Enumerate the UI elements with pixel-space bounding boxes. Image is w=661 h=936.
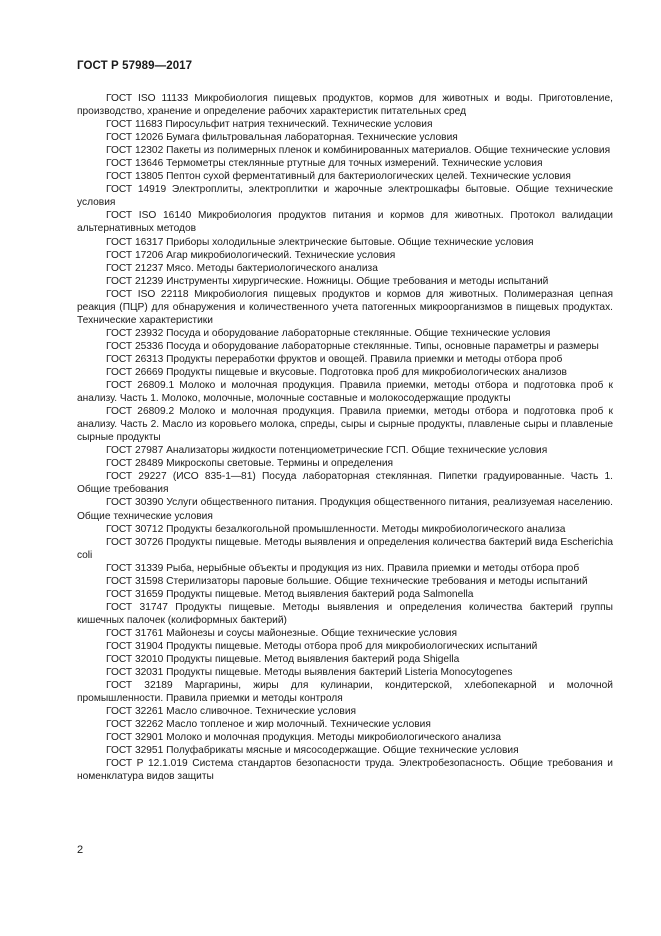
reference-entry: ГОСТ 31904 Продукты пищевые. Методы отбора проб для микробиологических испытаний [106,640,538,652]
reference-entry: ГОСТ 27987 Анализаторы жидкости потенциометрические ГСП. Общие технические условия [106,445,548,457]
references-list [77,92,613,783]
reference-entry: ГОСТ 12026 Бумага фильтровальная лабораторная. Технические условия [106,132,458,144]
reference-entry: ГОСТ 31339 Рыба, нерыбные объекты и продукция из них. Правила приемки и методы отбора проб [106,562,580,574]
reference-entry: ГОСТ 32261 Масло сливочное. Технические условия [106,706,357,718]
reference-entry: ГОСТ 28489 Микроскопы световые. Термины и определения [106,458,394,470]
reference-entry: ГОСТ 32010 Продукты пищевые. Метод выявления бактерий рода Shigella [106,654,460,666]
reference-entry: ГОСТ 30390 Услуги общественного питания. Продукция общественного питания, реализуемая населению. Общие технические условия [77,497,613,522]
page-number: 2 [77,844,84,856]
reference-entry: ГОСТ 21237 Мясо. Методы бактериологического анализа [106,262,378,274]
reference-entry: ГОСТ 13646 Термометры стеклянные ртутные для точных измерений. Технические условия [106,158,543,170]
reference-entry: ГОСТ 32189 Маргарины, жиры для кулинарии, кондитерской, хлебопекарной и молочной промышленности. Правила приемки и методы контроля [77,680,613,705]
reference-entry: ГОСТ 31761 Майонезы и соусы майонезные. Общие технические условия [106,627,458,639]
reference-entry: ГОСТ 26809.1 Молоко и молочная продукция. Правила приемки, методы отбора и подготовка проб к анализу. Часть 1. Молоко, молочные, молочные составные и молокосодержащие продукты [77,380,613,405]
reference-entry: ГОСТ 31659 Продукты пищевые. Метод выявления бактерий рода Salmonella [106,588,474,600]
reference-entry: ГОСТ 26669 Продукты пищевые и вкусовые. Подготовка проб для микробиологических анализов [106,366,567,378]
reference-entry: ГОСТ 23932 Посуда и оборудование лабораторные стеклянные. Общие технические условия [106,327,551,339]
reference-entry: ГОСТ 30726 Продукты пищевые. Методы выявления и определения количества бактерий вида Escherichia coli [77,536,613,561]
reference-entry: ГОСТ ISO 11133 Микробиология пищевых продуктов, кормов для животных и воды. Приготовление, производство, хранение и определение рабочих характеристик питательных сред [77,93,613,118]
reference-entry: ГОСТ 14919 Электроплиты, электроплитки и жарочные электрошкафы бытовые. Общие технические условия [77,184,613,209]
reference-entry: ГОСТ 32901 Молоко и молочная продукция. Методы микробиологического анализа [106,732,501,744]
reference-entry: ГОСТ 30712 Продукты безалкогольной промышленности. Методы микробиологического анализа [106,523,566,535]
reference-entry: ГОСТ Р 12.1.019 Система стандартов безопасности труда. Электробезопасность. Общие требования и номенклатура видов защиты [77,758,613,783]
reference-entry: ГОСТ 12302 Пакеты из полимерных пленок и комбинированных материалов. Общие технические условия [106,145,611,157]
document-header: ГОСТ Р 57989—2017 [77,60,193,72]
reference-entry: ГОСТ 32951 Полуфабрикаты мясные и мясосодержащие. Общие технические условия [106,745,519,757]
reference-entry: ГОСТ 31598 Стерилизаторы паровые большие. Общие технические требования и методы испытаний [106,575,588,587]
reference-entry: ГОСТ 32262 Масло топленое и жир молочный. Технические условия [106,719,431,731]
reference-entry: ГОСТ ISO 22118 Микробиология пищевых продуктов и кормов для животных. Полимеразная цепная реакция (ПЦР) для обнаружения и количественного учета патогенных микроорганизмов в пищевых продуктах. Технические характеристики [77,288,613,326]
reference-entry: ГОСТ 21239 Инструменты хирургические. Ножницы. Общие требования и методы испытаний [106,275,549,287]
reference-entry: ГОСТ 32031 Продукты пищевые. Методы выявления бактерий Listeria Monocytogenes [106,667,513,679]
reference-entry: ГОСТ ISO 16140 Микробиология продуктов питания и кормов для животных. Протокол валидации альтернативных методов [77,210,613,235]
reference-entry: ГОСТ 31747 Продукты пищевые. Методы выявления и определения количества бактерий группы кишечных палочек (колиформных бактерий) [77,601,613,626]
reference-entry: ГОСТ 17206 Агар микробиологический. Технические условия [106,249,396,261]
reference-entry: ГОСТ 11683 Пиросульфит натрия технический. Технические условия [106,119,433,131]
reference-entry: ГОСТ 26809.2 Молоко и молочная продукция. Правила приемки, методы отбора и подготовка проб к анализу. Часть 2. Масло из коровьего молока, спреды, сыры и сырные продукты, плавленые сыры и плавленые сырные продукты [77,406,613,444]
reference-entry: ГОСТ 25336 Посуда и оборудование лабораторные стеклянные. Типы, основные параметры и размеры [106,340,599,352]
reference-entry: ГОСТ 29227 (ИСО 835-1—81) Посуда лабораторная стеклянная. Пипетки градуированные. Часть 1. Общие требования [77,471,613,496]
reference-entry: ГОСТ 26313 Продукты переработки фруктов и овощей. Правила приемки и методы отбора проб [106,353,563,365]
reference-entry: ГОСТ 16317 Приборы холодильные электрические бытовые. Общие технические условия [106,236,534,248]
reference-entry: ГОСТ 13805 Пептон сухой ферментативный для бактериологических целей. Технические условия [106,171,571,183]
